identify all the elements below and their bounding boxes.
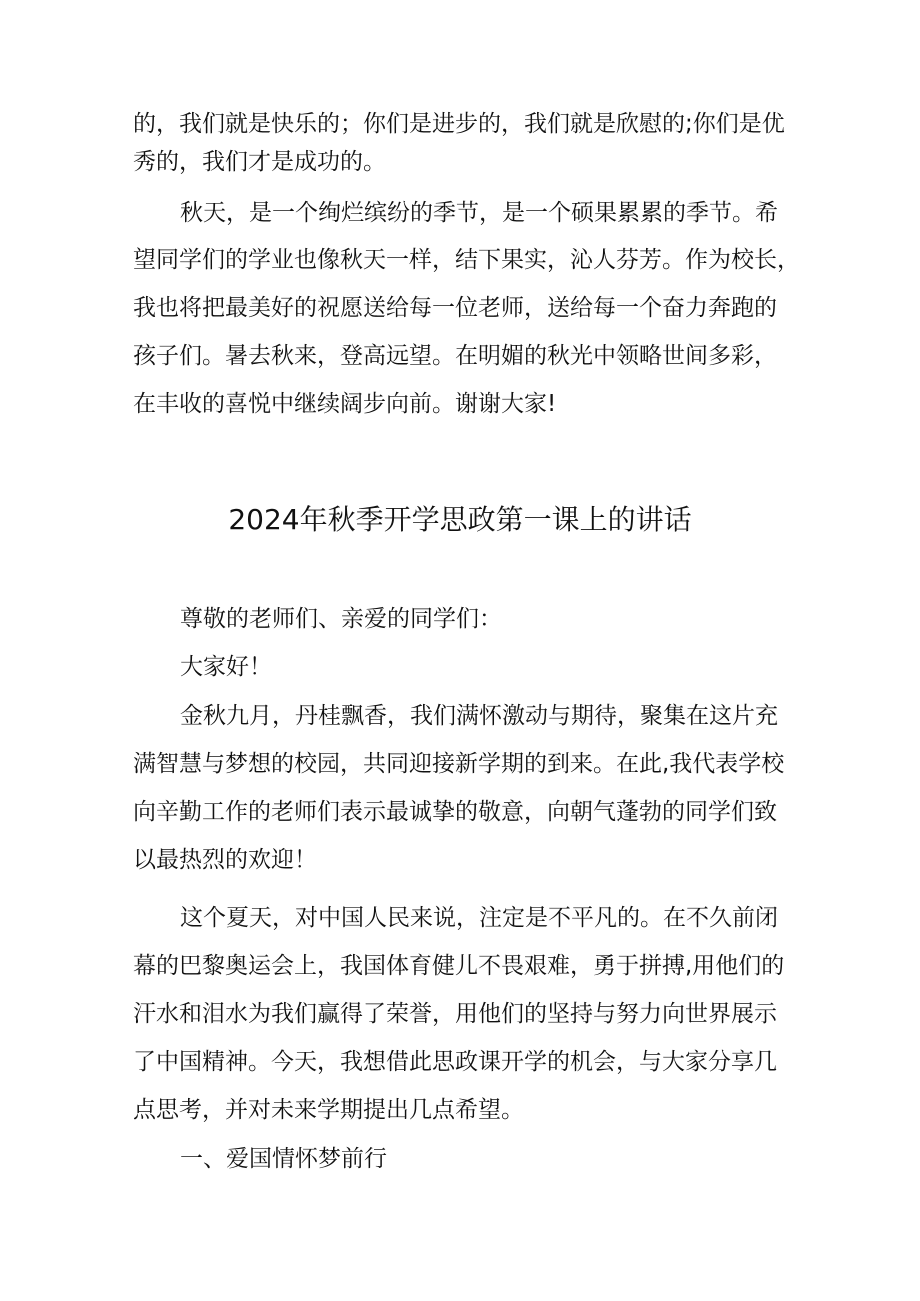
salutation: 尊敬的老师们、亲爱的同学们：: [180, 606, 502, 632]
body-text-line: 以最热烈的欢迎！: [133, 847, 317, 873]
body-text-line: 在丰收的喜悦中继续阔步向前。谢谢大家!: [133, 391, 557, 417]
body-text-line: 满智慧与梦想的校园，共同迎接新学期的到来。在此,我代表学校: [133, 751, 785, 777]
section-heading: 一、爱国情怀梦前行: [180, 1146, 387, 1172]
body-text-line: 幕的巴黎奥运会上，我国体育健儿不畏艰难，勇于拼搏,用他们的: [133, 953, 785, 979]
body-text-line: 的，我们就是快乐的；你们是进步的，我们就是欣慰的;你们是优: [133, 111, 785, 137]
body-text-line: 望同学们的学业也像秋天一样，结下果实，沁人芬芳。作为校长，: [133, 247, 800, 273]
greeting: 大家好！: [180, 654, 272, 680]
body-text-line: 秀的，我们才是成功的。: [133, 149, 386, 175]
body-text-line: 这个夏天，对中国人民来说，注定是不平凡的。在不久前闭: [180, 905, 778, 931]
body-text-line: 孩子们。暑去秋来，登高远望。在明媚的秋光中领略世间多彩，: [133, 343, 777, 369]
body-text-line: 我也将把最美好的祝愿送给每一位老师，送给每一个奋力奔跑的: [133, 295, 777, 321]
body-text-line: 汗水和泪水为我们赢得了荣誉，用他们的坚持与努力向世界展示: [133, 1001, 777, 1027]
body-text-line: 金秋九月，丹桂飘香，我们满怀激动与期待，聚集在这片充: [180, 703, 778, 729]
body-text-line: 点思考，并对未来学期提出几点希望。: [133, 1097, 524, 1123]
body-text-line: 向辛勤工作的老师们表示最诚挚的敬意，向朝气蓬勃的同学们致: [133, 799, 777, 825]
body-text-line: 秋天，是一个绚烂缤纷的季节，是一个硕果累累的季节。希: [180, 200, 778, 226]
body-text-line: 了中国精神。今天，我想借此思政课开学的机会，与大家分享几: [133, 1049, 777, 1075]
document-title: 2024年秋季开学思政第一课上的讲话: [228, 503, 692, 536]
